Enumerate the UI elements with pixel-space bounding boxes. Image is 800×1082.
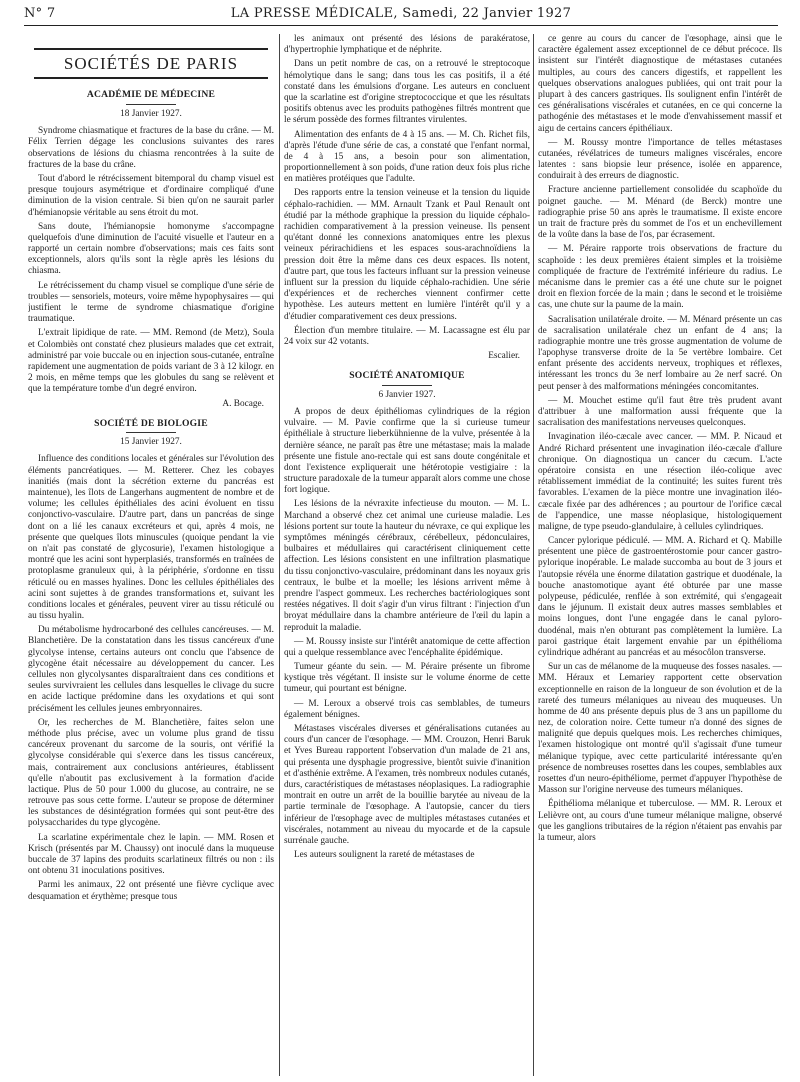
session-date: 6 Janvier 1927. bbox=[378, 389, 436, 400]
paragraph: les animaux ont présenté des lésions de parakératose, d'hypertrophie lymphatique et de néphrite. bbox=[284, 34, 530, 56]
paragraph: Fracture ancienne partiellement consolidée du scaphoïde du poignet gauche. — M. Ménard (de Berck) montre une radiographie prise 50 ans après le traumatisme. Il existe encore un trait de fracture près du sommet de l'os et un enchevillement de la voûte dans la base de l'os, par écrasement. bbox=[538, 185, 782, 241]
paragraph: Or, les recherches de M. Blanchetière, faites selon une méthode plus précise, avec un volume plus grand de tissu cancéreux provenant du sarcome de la souris, ont vérifié la glycolyse considérable qui s'exerce dans les tissus cancéreux, mais, contrairement aux conclusions antérieures, établissent qu'elle n'aboutit pas exclusivement à la formation d'acide lactique. Plus de 50 pour 1.000 du glucose, au contraire, ne se retrouve pas sous cette forme. L'auteur se propose de déterminer les substances de désintégration formées qui sont peut-être des polysaccharides du type glycogène. bbox=[28, 717, 274, 829]
paragraph: Cancer pylorique pédiculé. — MM. A. Richard et Q. Mabille présentent une pièce de gastroentérostomie pour cancer gastro-pylorique inopérable. Le malade succomba au bout de 3 jours et l'autopsie révéla une énorme dilatation gastrique et duodénale, la bouche anastomotique ayant été obturée par une masse polypeuse, pédiculée, renflée à son extrémité, qui s'engageait dans le jéjunum. Il existait deux autres masses semblables et moins longues, dont l'une engagée dans le canal pyloro-duodénal, mais n'en obturant pas complètement la lumière. La paroi gastrique était largement envahie par un épithélioma cylindrique adhérant au pancréas et au mésocôlon transverse. bbox=[538, 536, 782, 658]
paragraph: — M. Roussy insiste sur l'intérêt anatomique de cette affection qui a quelque ressemblance avec l'encéphalite épidémique. bbox=[284, 636, 530, 658]
paragraph: Les auteurs soulignent la rareté de métastases de bbox=[294, 850, 475, 861]
heading-rule bbox=[126, 104, 176, 105]
paragraph: — M. Leroux a observé trois cas semblables, de tumeurs également bénignes. bbox=[284, 698, 530, 720]
paragraph: Sans doute, l'hémianopsie homonyme s'accompagne quelquefois d'une diminution de l'acuité visuelle et l'auteur en a rapporté un certain nombre d'observations; mais ces faits sont exceptionnels, alors qu'ils sont la règle après les lésions du chiasma. bbox=[28, 221, 274, 277]
society-heading: ACADÉMIE DE MÉDECINE bbox=[86, 89, 216, 101]
heading-rule bbox=[382, 385, 432, 386]
page-number: N° 7 bbox=[24, 6, 56, 21]
running-header bbox=[24, 6, 778, 24]
column-2 bbox=[284, 34, 530, 1078]
paragraph: Influence des conditions locales et générales sur l'évolution des éléments pancréatiques. — M. Retterer. Chez les cobayes inanitiés (mais dont la sécrétion externe du pancréas est maintenue), les îlots de Langerhans augmentent de nombre et de volume; les cellules épithéliales des acini évoluent en tissu conjonctivo-vasculaire. D'autre part, dans un pancréas de singe dont on a lié les canaux excréteurs et qui, après 4 mois, ne présente que quelques îlots minuscules (quoique pendant la vie on n'ait pas constaté de glycosurie), l'examen histologique a montré que les acini sont hyperplasiés, transformés en traînées de protoplasme granuleux qui, à la périphérie, s'ordonne en tissu réticulé ou en masses hyalines. Donc les cellules épithéliales des acini sont sujettes à de grandes transformations et, suivant les conditions locales et générales, peuvent virer au tissu réticulé ou au tissu hyalin. bbox=[28, 454, 274, 622]
header-rule bbox=[24, 25, 778, 26]
column-divider bbox=[279, 34, 280, 1076]
paragraph: La scarlatine expérimentale chez le lapin. — MM. Rosen et Krisch (présentés par M. Chaussy) ont inoculé dans la muqueuse buccale de 37 lapins des produits scarlatineux filtrés ou non : ils ont obtenu 31 inoculations positives. bbox=[28, 832, 274, 877]
column-divider bbox=[533, 34, 534, 1076]
paragraph: Syndrome chiasmatique et fractures de la base du crâne. — M. Félix Terrien dégage les conclusions suivantes des rares observations de lésions du chiasma rencontrées à la suite de fractures de la base du crâne. bbox=[28, 126, 274, 170]
paragraph: — M. Péraire rapporte trois observations de fracture du scaphoïde : les deux premières étaient simples et la troisième compliquée de fracture de l'extrémité inférieure du radius. Le mécanisme dans le premier cas a été une chute sur le poignet droit en flexion forcée de la main ; dans le second et le troisième cas, une chute sur la paume de la main. bbox=[538, 244, 782, 311]
paragraph: — M. Mouchet estime qu'il faut être très prudent avant d'attribuer à une malformation aussi fréquente que la sacralisation des manifestations nerveuses quelconques. bbox=[538, 395, 782, 429]
signature: A. Bocage. bbox=[222, 398, 264, 409]
paragraph: Invagination iléo-cæcale avec cancer. — MM. P. Nicaud et André Richard présentent une invagination iléo-cæcale d'allure chronique. On diagnostiqua un cancer du cæcum. L'acte opératoire consista en une résection iléo-colique avec rétablissement immédiat de la continuité; les suites furent très favorables. L'examen de la pièce montre une invagination iléo-cæcale fixée par des adhérences ; au pourtour de l'orifice cæcal de l'appendice, une masse néoplasique, histologiquement maligne, de type pseudo-glandulaire, à cellules cylindriques. bbox=[538, 432, 782, 532]
paragraph: Sacralisation unilatérale droite. — M. Ménard présente un cas de sacralisation unilatérale chez un enfant de 4 ans; la radiographie montre une très grosse augmentation de volume de l'apophyse transverse droite de la 5e vertèbre lombaire. Cet enfant présente des accidents nerveux, trophiques et réflexes, intéressant les troncs du 3e nerf lombaire au 2e nerf sacré. On peut penser à des malformations méningées concomitantes. bbox=[538, 314, 782, 392]
paragraph: — M. Roussy montre l'importance de telles métastases cutanées, révélatrices de tumeurs malignes viscérales, encore latentes : sans biopsie leur présence, isolée en apparence, conduirait à des erreurs de diagnostic. bbox=[538, 137, 782, 182]
section-banner: SOCIÉTÉS DE PARIS bbox=[34, 48, 268, 79]
society-heading: SOCIÉTÉ ANATOMIQUE bbox=[349, 370, 465, 382]
paragraph: Tumeur géante du sein. — M. Péraire présente un fibrome kystique très végétant. Il insiste sur le volume énorme de cette tumeur, qui pourtant est bénigne. bbox=[284, 662, 530, 695]
paragraph: ce genre au cours du cancer de l'œsophage, ainsi que le caractère également assez exceptionnel de ce début précoce. Ils insistent sur l'intérêt diagnostique de métastases cutanées multiples, au cours des cancers digestifs, et rappellent les quelques observations analogues publiées, qui ont trait pour la plupart à des cancers gastriques. Ils soulignent enfin l'intérêt de ces généralisations viscérales et cutanées, en ce qui concerne la pathogénie des métastases et le mode d'envahissement massif et aigu de certains cancers épithéliaux. bbox=[538, 34, 782, 134]
journal-title: LA PRESSE MÉDICALE, Samedi, 22 Janvier 1927 bbox=[230, 6, 572, 21]
paragraph: Métastases viscérales diverses et généralisations cutanées au cours d'un cancer de l'œsophage. — MM. Crouzon, Henri Baruk et Yves Bureau rapportent l'observation d'un malade de 21 ans, qui présenta une dysphagie progressive, bientôt suivie d'inanition et d'asthénie extrême. A l'examen, très nombreux nodules cutanés, durs, caractéristiques de métastases néoplasiques. La radiographie montrait en outre un arrêt de la bouillie barytée au niveau de la partie terminale de l'œsophage. A l'autopsie, cancer du tiers inférieur de l'œsophage avec de multiples métastases cutanées et viscérales, notamment au niveau du myocarde et de la capsule surrénale gauche. bbox=[284, 724, 530, 846]
paragraph: Sur un cas de mélanome de la muqueuse des fosses nasales. — MM. Héraux et Lemariey rapportent cette observation exceptionnelle en raison de la longueur de son évolution et de la rareté des tumeurs mélaniques au niveau des muqueuses. Un homme de 40 ans présente depuis plus de 3 ans un papillome du nez, de coloration noire. Cette tumeur n'a donné des signes de malignité que depuis quelques mois. Les recherches chimiques, l'examen histologique ont montré qu'il s'agissait d'une tumeur mélanique typique, avec cette particularité intéressante qu'en présence de nombreuses rosettes dans les coupes, semblables aux rosettes d'un neuro-épithéliome, permet d'appuyer l'hypothèse de Masson sur l'origine nerveuse des tumeurs mélaniques. bbox=[538, 662, 782, 796]
session-date: 18 Janvier 1927. bbox=[120, 109, 182, 120]
paragraph: Épithélioma mélanique et tuberculose. — MM. R. Leroux et Lelièvre ont, au cours d'une tumeur mélanique maligne, observé que les ganglions tributaires de la région n'étaient pas envahis par la tumeur, alors bbox=[538, 799, 782, 843]
paragraph: Les lésions de la névraxite infectieuse du mouton. — M. L. Marchand a observé chez cet animal une curieuse maladie. Les lésions portent sur toute la hauteur du névraxe, ce qui explique les symptômes méningés cérébraux, cérébelleux, pédonculaires, bulbaires et médullaires qui caractérisent cliniquement cette affection. Les lésions consistent en une infiltration plasmatique du tissu conjonctivo-vasculaire, prédominant dans les noyaux gris centraux, le bulbe et la moelle; les lésions arrivent même à prendre l'aspect gommeux. Les recherches bactériologiques sont restées négatives. Il doit s'agir d'un virus filtrant : l'injection d'un broyat médullaire dans la chambre antérieure de l'œil du lapin a reproduit la maladie. bbox=[284, 499, 530, 633]
paragraph: L'extrait lipidique de rate. — MM. Remond (de Metz), Soula et Colombiès ont constaté chez plusieurs malades que cet extrait, administré par voie buccale ou en injection sous-cutanée, entraîne rapidement une augmentation de poids variant de 3 à 12 kilogr. en 2 mois, en même temps que les globules du sang se relèvent et que la température tombe d'un degré environ. bbox=[28, 328, 274, 395]
paragraph: Élection d'un membre titulaire. — M. Lacassagne est élu par 24 voix sur 42 votants. bbox=[284, 325, 530, 347]
paragraph: A propos de deux épithéliomas cylindriques de la région vulvaire. — M. Pavie confirme que la si curieuse tumeur épithéliale à structure lieberkühnienne de la vulve, présentée à la dernière séance, ne paraît pas être une métastase; mais la malade présente une fistule ano-rectale qui est sans doute congénitale et dont l'existence expliquerait une hétérotopie vestigiaire : la structure paradoxale de la tumeur apparaît alors comme une chose fort logique. bbox=[284, 406, 530, 496]
society-heading: SOCIÉTÉ DE BIOLOGIE bbox=[94, 417, 208, 429]
column-3 bbox=[538, 34, 782, 1078]
paragraph: Alimentation des enfants de 4 à 15 ans. — M. Ch. Richet fils, d'après l'étude d'une série de cas, a constaté que l'enfant normal, de 4 à 15 ans, a besoin pour son alimentation, proportionnellement à son poids, d'une ration deux fois plus riche en matières protéiques que l'adulte. bbox=[284, 129, 530, 185]
signature: Escalier. bbox=[488, 351, 520, 362]
paragraph: Des rapports entre la tension veineuse et la tension du liquide céphalo-rachidien. — MM. Arnault Tzank et Paul Renault ont étudié par la méthode graphique la pression du liquide céphalo-rachidien comparativement à la pression veineuse. Ils pensent qu'étant donné les connexions anatomiques entre les plexus veineux périrachidiens et les espaces sous-arachnoïdiens la pression doit être la même dans ces deux espaces. Ils notent, d'autre part, que tous les facteurs influant sur la pression veineuse influent sur la pression du liquide céphalo-rachidien. Une série d'expériences et de recherches viennent confirmer cette hypothèse. Les auteurs mettent en lumière l'intérêt qu'il y a d'étudier comparativement ces deux pressions. bbox=[284, 188, 530, 322]
paragraph: Le rétrécissement du champ visuel se complique d'une série de troubles — sensoriels, moteurs, voire même hypophysaires — qui justifient le terme de syndrome chiasmatique d'origine traumatique. bbox=[28, 280, 274, 325]
paragraph: Dans un petit nombre de cas, on a retrouvé le streptocoque hémolytique dans le sang; dans tous les cas positifs, il a été constaté dans les émulsions d'organe. Les auteurs en concluent que la scarlatine est d'origine streptococcique et que les résultats positifs obtenus avec les produits pathogènes filtrés montrent que le sérum possède des formes filtrantes virulentes. bbox=[284, 59, 530, 126]
session-date: 15 Janvier 1927. bbox=[120, 437, 182, 448]
paragraph: Du métabolisme hydrocarboné des cellules cancéreuses. — M. Blanchetière. De la constatation dans les tissus cancéreux d'une glycolyse intense, certains auteurs ont conclu que l'absence de glycogène était nécessaire au développement du cancer. Les cellules non glycolysantes disparaîtraient dans ces conditions et seules survivraient les cellules dans lesquelles le clivage du sucre en acide lactique prédomine dans les oxydations et qui sont précisément les cellules jeunes embryonnaires. bbox=[28, 625, 274, 714]
column-1 bbox=[28, 34, 274, 1078]
paragraph: Tout d'abord le rétrécissement bitemporal du champ visuel est presque toujours asymétrique et d'ordinaire compliqué d'une diminution de la vision centrale. Si bien qu'on ne saurait parler d'hémianopsie véritable au sens étroit du mot. bbox=[28, 173, 274, 218]
heading-rule bbox=[126, 432, 176, 433]
paragraph: Parmi les animaux, 22 ont présenté une fièvre cyclique avec desquamation et érythème; presque tous bbox=[28, 880, 274, 902]
